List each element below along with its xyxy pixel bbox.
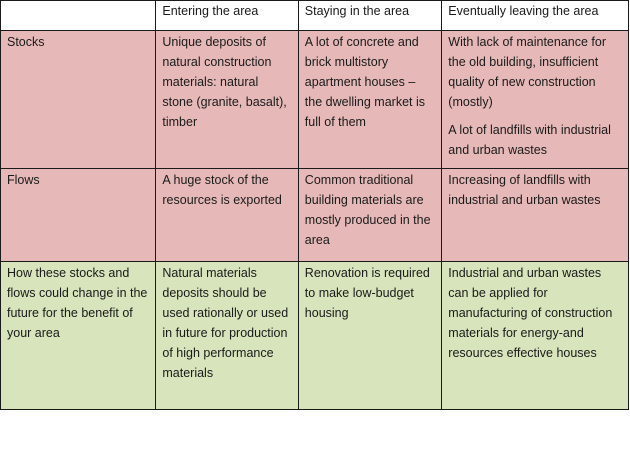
table-row-flows xyxy=(1,169,629,262)
cell-flows-leaving: Increasing of landfills with industrial and urban wastes xyxy=(442,169,629,262)
cell-future-entering: Natural materials deposits should be used rationally or used in future for production of high performance materials xyxy=(156,262,298,410)
row-label-future: How these stocks and flows could change in the future for the benefit of your area xyxy=(1,262,156,410)
row-label-flows: Flows xyxy=(1,169,156,262)
cell-flows-entering: A huge stock of the resources is exported xyxy=(156,169,298,262)
header-cell-staying: Staying in the area xyxy=(298,1,442,31)
cell-future-leaving: Industrial and urban wastes can be applied for manufacturing of construction materials for energy-and resources effective houses xyxy=(442,262,629,410)
table-row-stocks xyxy=(1,31,629,169)
cell-stocks-entering: Unique deposits of natural construction materials: natural stone (granite, basalt), timber xyxy=(156,31,298,169)
cell-paragraph: With lack of maintenance for the old building, insufficient quality of new construction (mostly) xyxy=(448,35,607,109)
cell-future-staying: Renovation is required to make low-budget housing xyxy=(298,262,442,410)
cell-paragraph: A lot of landfills with industrial and urban wastes xyxy=(448,123,611,157)
row-label-stocks: Stocks xyxy=(1,31,156,169)
header-cell-leaving: Eventually leaving the area xyxy=(442,1,629,31)
cell-flows-staying: Common traditional building materials are mostly produced in the area xyxy=(298,169,442,262)
cell-stocks-staying: A lot of concrete and brick multistory apartment houses – the dwelling market is full of them xyxy=(298,31,442,169)
header-row xyxy=(1,1,629,31)
table-row-future xyxy=(1,262,629,410)
header-cell-entering: Entering the area xyxy=(156,1,298,31)
cell-stocks-leaving xyxy=(442,31,629,169)
header-cell-empty xyxy=(1,1,156,31)
